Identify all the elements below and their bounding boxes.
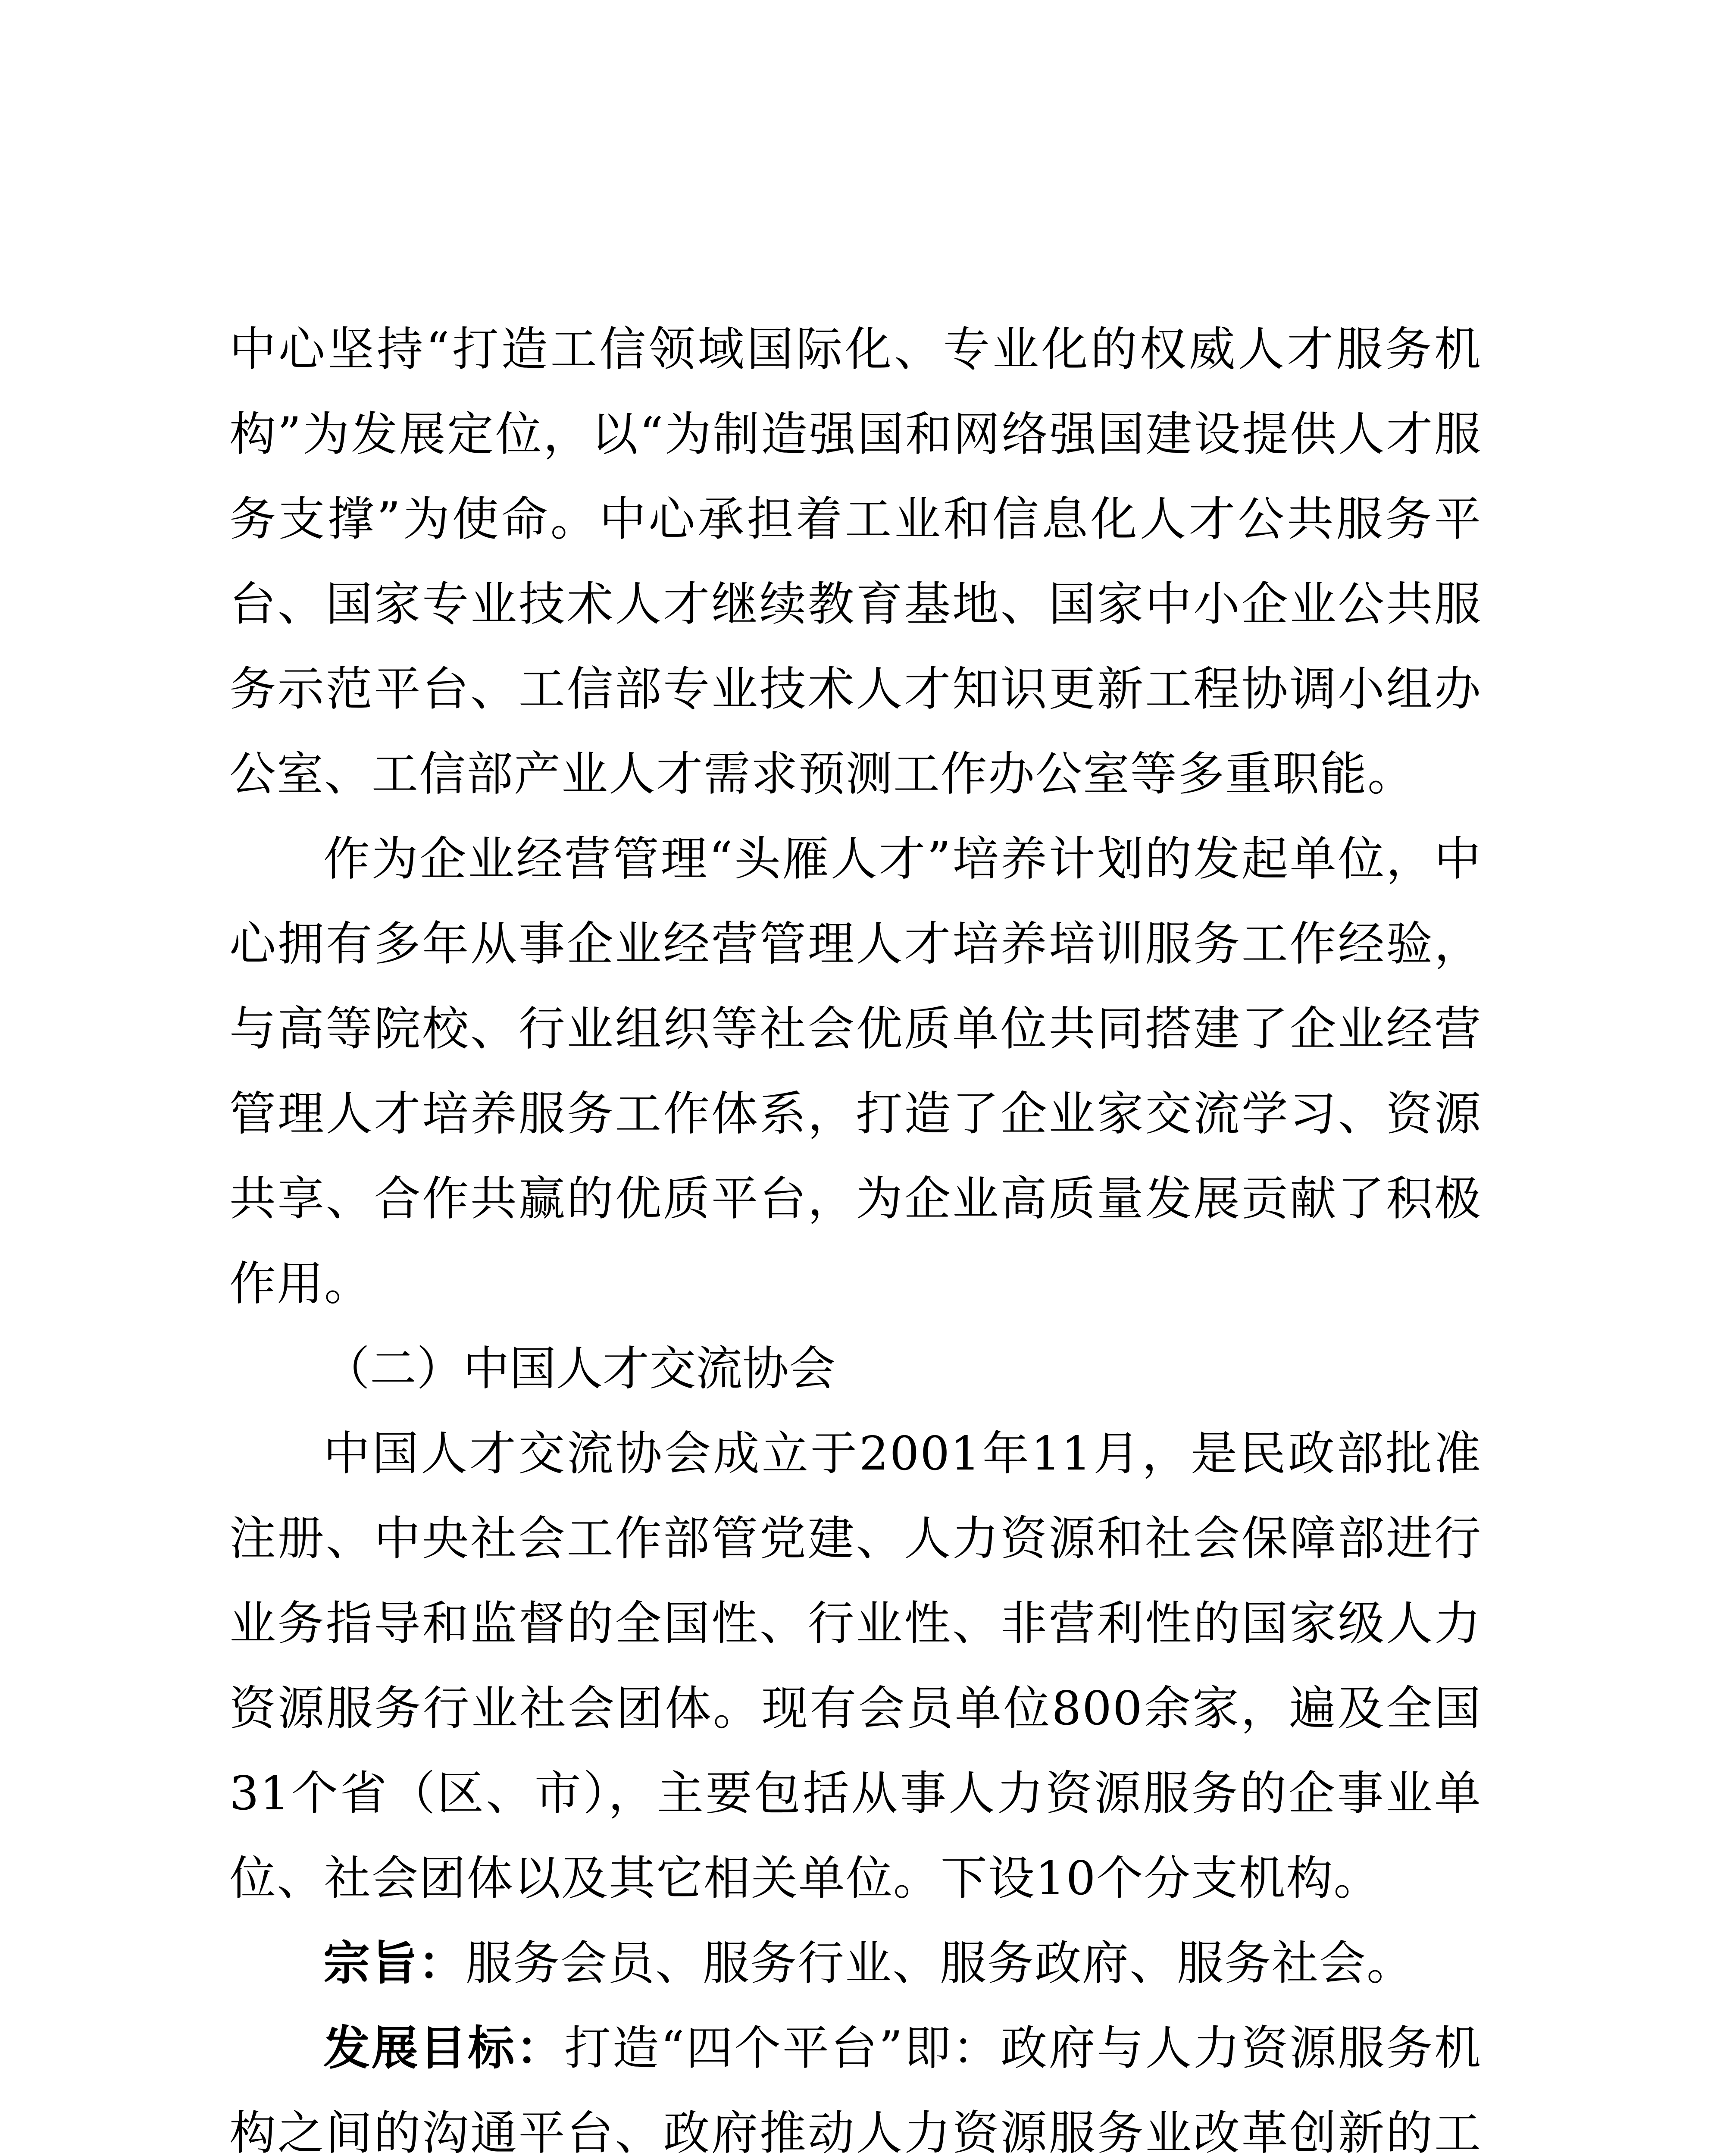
page-body xyxy=(229,307,1482,2156)
paragraph-development-goals xyxy=(229,2006,1482,2156)
paragraph-center-positioning: 中心坚持“打造工信领域国际化、专业化的权威人才服务机构”为发展定位，以“为制造强国和网络强国建设提供人才服务支撑”为使命。中心承担着工业和信息化人才公共服务平台、国家专业技术人才继续教育基地、国家中小企业公共服务示范平台、工信部专业技术人才知识更新工程协调小组办公室、工信部产业人才需求预测工作办公室等多重职能。 xyxy=(229,323,1482,801)
paragraph-purpose xyxy=(229,1921,1482,2006)
development-goals-text: 打造“四个平台”即：政府与人力资源服务机构之间的沟通平台、政府推动人力资源服务业改革创新的工 xyxy=(229,2021,1482,2156)
purpose-label: 宗旨： xyxy=(323,1936,466,1990)
paragraph-leading-talent: 作为企业经营管理“头雁人才”培养计划的发起单位，中心拥有多年从事企业经营管理人才培养培训服务工作经验，与高等院校、行业组织等社会优质单位共同搭建了企业经营管理人才培养服务工作体系，打造了企业家交流学习、资源共享、合作共赢的优质平台，为企业高质量发展贡献了积极作用。 xyxy=(229,832,1482,1311)
paragraph-association-intro: 中国人才交流协会成立于2001年11月，是民政部批准注册、中央社会工作部管党建、人力资源和社会保障部进行业务指导和监督的全国性、行业性、非营利性的国家级人力资源服务行业社会团体。现有会员单位800余家，遍及全国31个省（区、市），主要包括从事人力资源服务的企事业单位、社会团体以及其它相关单位。下设10个分支机构。 xyxy=(229,1427,1482,1905)
development-goals-label: 发展目标： xyxy=(323,2021,564,2075)
section-heading-china-talent-exchange-association: （二）中国人才交流协会 xyxy=(323,1342,836,1396)
purpose-text: 服务会员、服务行业、服务政府、服务社会。 xyxy=(466,1937,1414,1990)
